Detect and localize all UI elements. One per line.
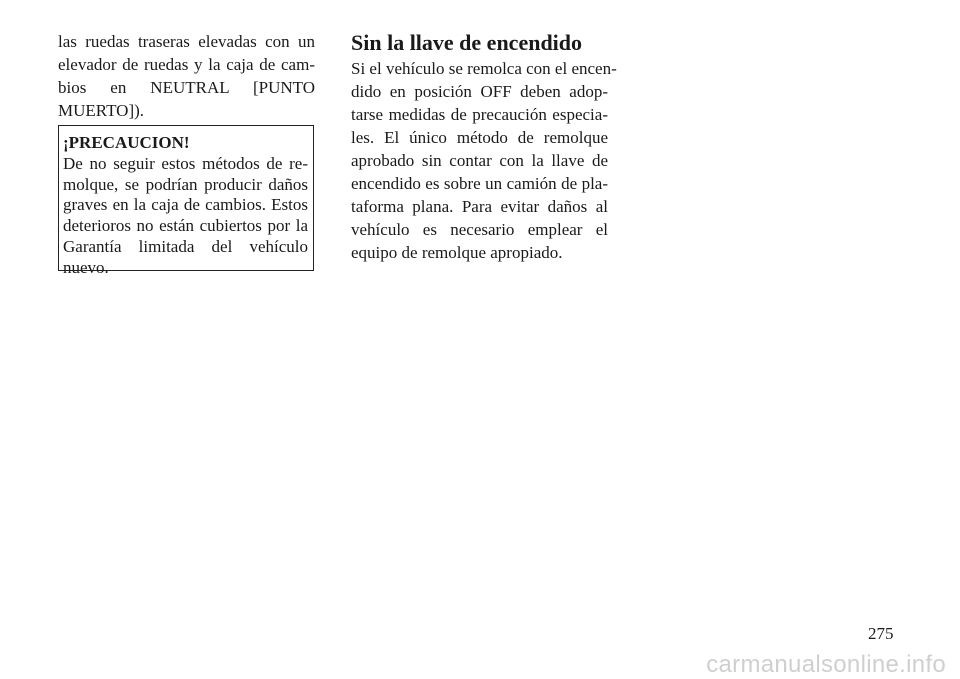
paragraph-line: vehículo es necesario emplear el [351, 220, 608, 239]
section-heading: Sin la llave de encendido [351, 30, 583, 55]
left-column [58, 30, 315, 122]
body-paragraph [351, 57, 617, 264]
caution-line: nuevo. [63, 257, 109, 277]
right-column [351, 30, 617, 264]
caution-line: Garantía limitada del vehículo [63, 236, 308, 256]
caution-line: deterioros no están cubiertos por la [63, 216, 308, 236]
caution-line: De no seguir estos métodos de re- [63, 153, 308, 173]
paragraph-line: las ruedas traseras elevadas con un [58, 32, 315, 51]
paragraph-line: MUERTO]). [58, 101, 145, 120]
paragraph-line: taforma plana. Para evitar daños al [351, 197, 608, 216]
paragraph-line: Si el vehículo se remolca con el encen- [351, 59, 617, 78]
paragraph-line: tarse medidas de precaución especia- [351, 105, 608, 124]
paragraph-line: aprobado sin contar con la llave de [351, 151, 608, 170]
caution-box [58, 125, 314, 277]
watermark-text[interactable]: carmanualsonline.info [706, 651, 946, 678]
page-number: 275 [868, 624, 894, 643]
paragraph-line: bios en NEUTRAL [PUNTO [58, 78, 315, 97]
caution-line: graves en la caja de cambios. Estos [63, 195, 308, 215]
paragraph-line: equipo de remolque apropiado. [351, 243, 563, 262]
paragraph-line: dido en posición OFF deben adop- [351, 82, 608, 101]
paragraph-line: elevador de ruedas y la caja de cam- [58, 55, 315, 74]
paragraph-line: encendido es sobre un camión de pla- [351, 174, 608, 193]
caution-title: ¡PRECAUCION! [63, 133, 190, 152]
paragraph-line: les. El único método de remolque [351, 128, 608, 147]
caution-line: molque, se podrían producir daños [63, 174, 308, 194]
intro-paragraph [58, 30, 315, 122]
